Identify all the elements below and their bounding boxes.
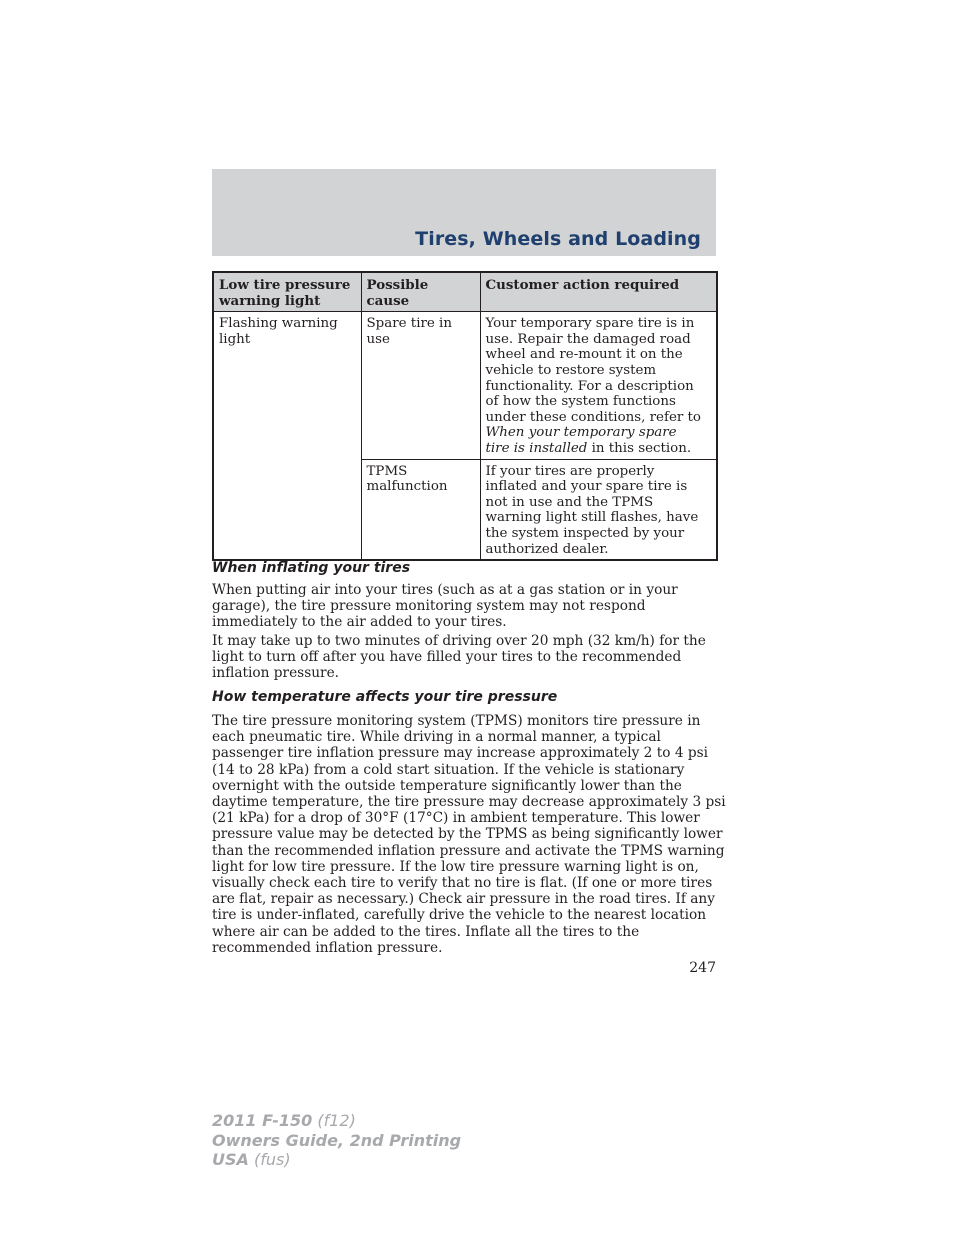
table-row <box>213 312 717 459</box>
column-header-possible-cause: Possible cause <box>361 272 480 312</box>
action-text-line: wheel and re-mount it on the <box>485 347 683 363</box>
action-text-line: authorized dealer. <box>485 541 609 557</box>
text-line: immediately to the air added to your tires. <box>212 614 507 631</box>
action-text-line: functionality. For a description <box>485 378 694 394</box>
text-line: visually check each tire to verify that no tire is flat. (If one or more tires <box>212 875 713 892</box>
text-line: are flat, repair as necessary.) Check air pressure in the road tires. If any <box>212 891 715 908</box>
text-line: It may take up to two minutes of driving over 20 mph (32 km/h) for the <box>212 633 706 649</box>
footer-model: 2011 F-150 <box>212 1111 313 1130</box>
text-line: recommended inflation pressure. <box>212 939 443 956</box>
action-text-line: If your tires are properly <box>485 463 655 479</box>
action-text-line: of how the system functions <box>485 394 676 410</box>
footer-line <box>212 1150 461 1170</box>
text-line: daytime temperature, the tire pressure may decrease approximately 3 psi <box>212 794 726 811</box>
paragraph <box>212 633 718 682</box>
paragraph <box>212 713 726 956</box>
text-line: When putting air into your tires (such as at a gas station or in your <box>212 582 678 598</box>
action-text-line: the system inspected by your <box>485 525 685 541</box>
paragraph <box>212 582 718 631</box>
cell-cause: TPMS malfunction <box>361 459 480 560</box>
text-line: passenger tire inflation pressure may increase approximately 2 to 4 psi <box>212 745 709 762</box>
footer-market-code: (fus) <box>248 1150 291 1169</box>
section-reference: When your temporary spare <box>485 425 677 441</box>
action-text-line: inflated and your spare tire is <box>485 479 688 495</box>
chapter-title: Tires, Wheels and Loading <box>415 228 701 250</box>
text-line: (14 to 28 kPa) from a cold start situation. If the vehicle is stationary <box>212 761 685 778</box>
text-line: overnight with the outside temperature significantly lower than the <box>212 777 682 794</box>
action-text-line: not in use and the TPMS <box>485 494 654 510</box>
footer-line: Owners Guide, 2nd Printing <box>212 1130 462 1150</box>
cell-action <box>480 312 717 459</box>
section-heading-temperature: How temperature affects your tire pressure <box>212 689 558 705</box>
footer-market: USA <box>212 1150 249 1169</box>
chapter-header-band <box>212 169 716 256</box>
text-line: (21 kPa) for a drop of 30°F (17°C) in ambient temperature. This lower <box>212 810 700 827</box>
tpms-diagnostic-table <box>212 271 718 561</box>
action-text-line: warning light still flashes, have <box>485 510 699 526</box>
text-line: pressure value may be detected by the TPMS as being significantly lower <box>212 826 723 843</box>
page-number: 247 <box>689 960 716 976</box>
cell-cause: Spare tire in use <box>361 312 480 459</box>
document-footer <box>212 1111 461 1170</box>
footer-line <box>212 1111 461 1131</box>
cell-light-state: Flashing warning light <box>213 312 361 560</box>
text-line: each pneumatic tire. While driving in a normal manner, a typical <box>212 729 661 746</box>
section-reference: tire is installed <box>485 440 588 456</box>
action-text-line: use. Repair the damaged road <box>485 331 691 347</box>
section-heading-inflating: When inflating your tires <box>212 560 411 576</box>
text-line: garage), the tire pressure monitoring system may not respond <box>212 598 646 615</box>
action-text-line: vehicle to restore system <box>485 362 657 378</box>
text-line: inflation pressure. <box>212 665 340 682</box>
cell-action <box>480 459 717 560</box>
text-line: light to turn off after you have filled your tires to the recommended <box>212 649 682 666</box>
text-line: tire is under-inflated, carefully drive the vehicle to the nearest location <box>212 907 707 924</box>
action-text-tail: in this section. <box>587 440 692 456</box>
column-header-warning-light: Low tire pressure warning light <box>213 272 361 312</box>
footer-model-code: (f12) <box>312 1111 356 1130</box>
column-header-customer-action: Customer action required <box>480 272 717 312</box>
action-text-line: Your temporary spare tire is in <box>485 316 695 332</box>
text-line: light for low tire pressure. If the low tire pressure warning light is on, <box>212 858 699 875</box>
text-line: where air can be added to the tires. Inflate all the tires to the <box>212 923 640 940</box>
table-header-row <box>213 272 717 312</box>
text-line: than the recommended inflation pressure and activate the TPMS warning <box>212 842 725 859</box>
text-line: The tire pressure monitoring system (TPMS) monitors tire pressure in <box>212 713 701 729</box>
action-text-line: under these conditions, refer to <box>485 409 701 425</box>
